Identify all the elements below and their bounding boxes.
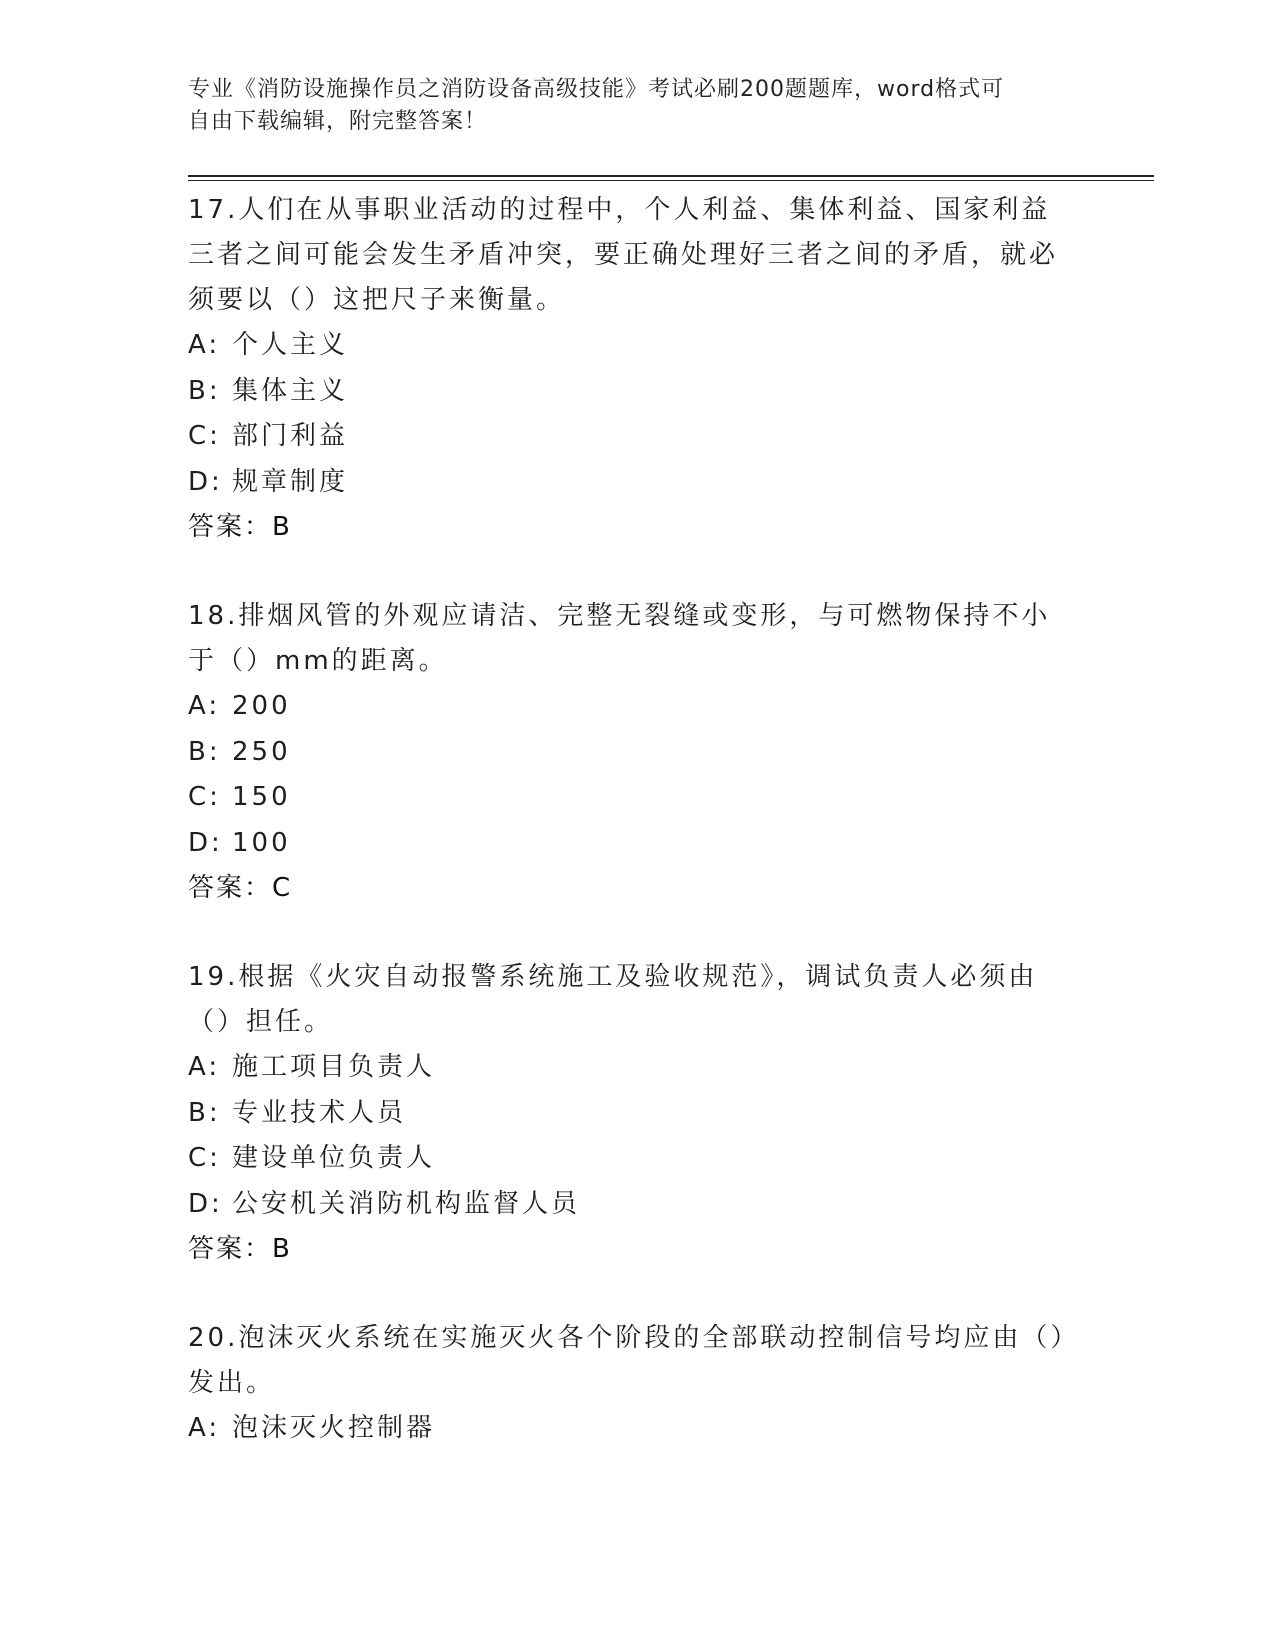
option-b — [188, 730, 1088, 776]
option-letter: A: — [188, 691, 221, 721]
option-letter: D: — [188, 827, 223, 858]
option-letter: B: — [188, 1097, 221, 1128]
option-c — [188, 1136, 1088, 1182]
option-letter: A: — [188, 1413, 221, 1443]
option-text: 专业技术人员 — [232, 1097, 407, 1128]
option-text: 部门利益 — [232, 421, 349, 451]
header-rule-thick — [188, 175, 1154, 177]
option-a — [188, 1406, 1088, 1452]
option-text: 100 — [232, 827, 291, 858]
question-20 — [188, 1316, 1088, 1452]
question-list — [188, 188, 1088, 1452]
question-stem: 17.人们在从事职业活动的过程中，个人利益、集体利益、国家利益三者之间可能会发生矛盾冲突，要正确处理好三者之间的矛盾，就必须要以（）这把尺子来衡量。 — [188, 195, 1059, 315]
option-text: 250 — [232, 736, 291, 767]
option-b — [188, 369, 1088, 415]
question-stem: 18.排烟风管的外观应请洁、完整无裂缝或变形，与可燃物保持不小于（）mm的距离。 — [188, 601, 1051, 676]
option-text: 150 — [232, 782, 291, 812]
option-text: 公安机关消防机构监督人员 — [232, 1188, 581, 1219]
option-text: 200 — [232, 691, 291, 721]
answer-line: 答案：B — [188, 1234, 292, 1264]
question-spacer — [188, 1272, 1088, 1316]
question-stem: 19.根据《火灾自动报警系统施工及验收规范》，调试负责人必须由（）担任。 — [188, 962, 1038, 1037]
question-17 — [188, 188, 1088, 550]
option-letter: C: — [188, 421, 221, 451]
option-letter: D: — [188, 466, 223, 497]
answer-line: 答案：B — [188, 512, 292, 542]
option-text: 规章制度 — [232, 466, 349, 497]
option-a — [188, 323, 1088, 369]
document-header — [188, 74, 1068, 138]
header-line-2: 自由下载编辑，附完整答案！ — [188, 109, 488, 134]
option-letter: B: — [188, 736, 221, 767]
option-b — [188, 1091, 1088, 1137]
option-letter: D: — [188, 1188, 223, 1219]
option-letter: A: — [188, 330, 221, 360]
option-text: 集体主义 — [232, 375, 349, 406]
option-letter: B: — [188, 375, 221, 406]
answer-line: 答案：C — [188, 873, 293, 903]
option-letter: C: — [188, 1143, 221, 1173]
question-spacer — [188, 550, 1088, 594]
option-text: 泡沫灭火控制器 — [232, 1413, 436, 1443]
option-c — [188, 414, 1088, 460]
option-d — [188, 460, 1088, 506]
option-letter: C: — [188, 782, 221, 812]
question-18 — [188, 594, 1088, 911]
option-letter: A: — [188, 1052, 221, 1082]
question-19 — [188, 955, 1088, 1272]
header-line-1: 专业《消防设施操作员之消防设备高级技能》考试必刷200题题库，word格式可 — [188, 77, 1005, 102]
option-text: 施工项目负责人 — [232, 1052, 436, 1082]
option-a — [188, 1045, 1088, 1091]
option-c — [188, 775, 1088, 821]
option-a — [188, 684, 1088, 730]
question-spacer — [188, 911, 1088, 955]
option-d — [188, 821, 1088, 867]
option-text: 建设单位负责人 — [232, 1143, 436, 1173]
option-text: 个人主义 — [232, 330, 349, 360]
option-d — [188, 1182, 1088, 1228]
question-stem: 20.泡沫灭火系统在实施灭火各个阶段的全部联动控制信号均应由（）发出。 — [188, 1323, 1067, 1398]
header-rule-thin — [188, 180, 1154, 181]
